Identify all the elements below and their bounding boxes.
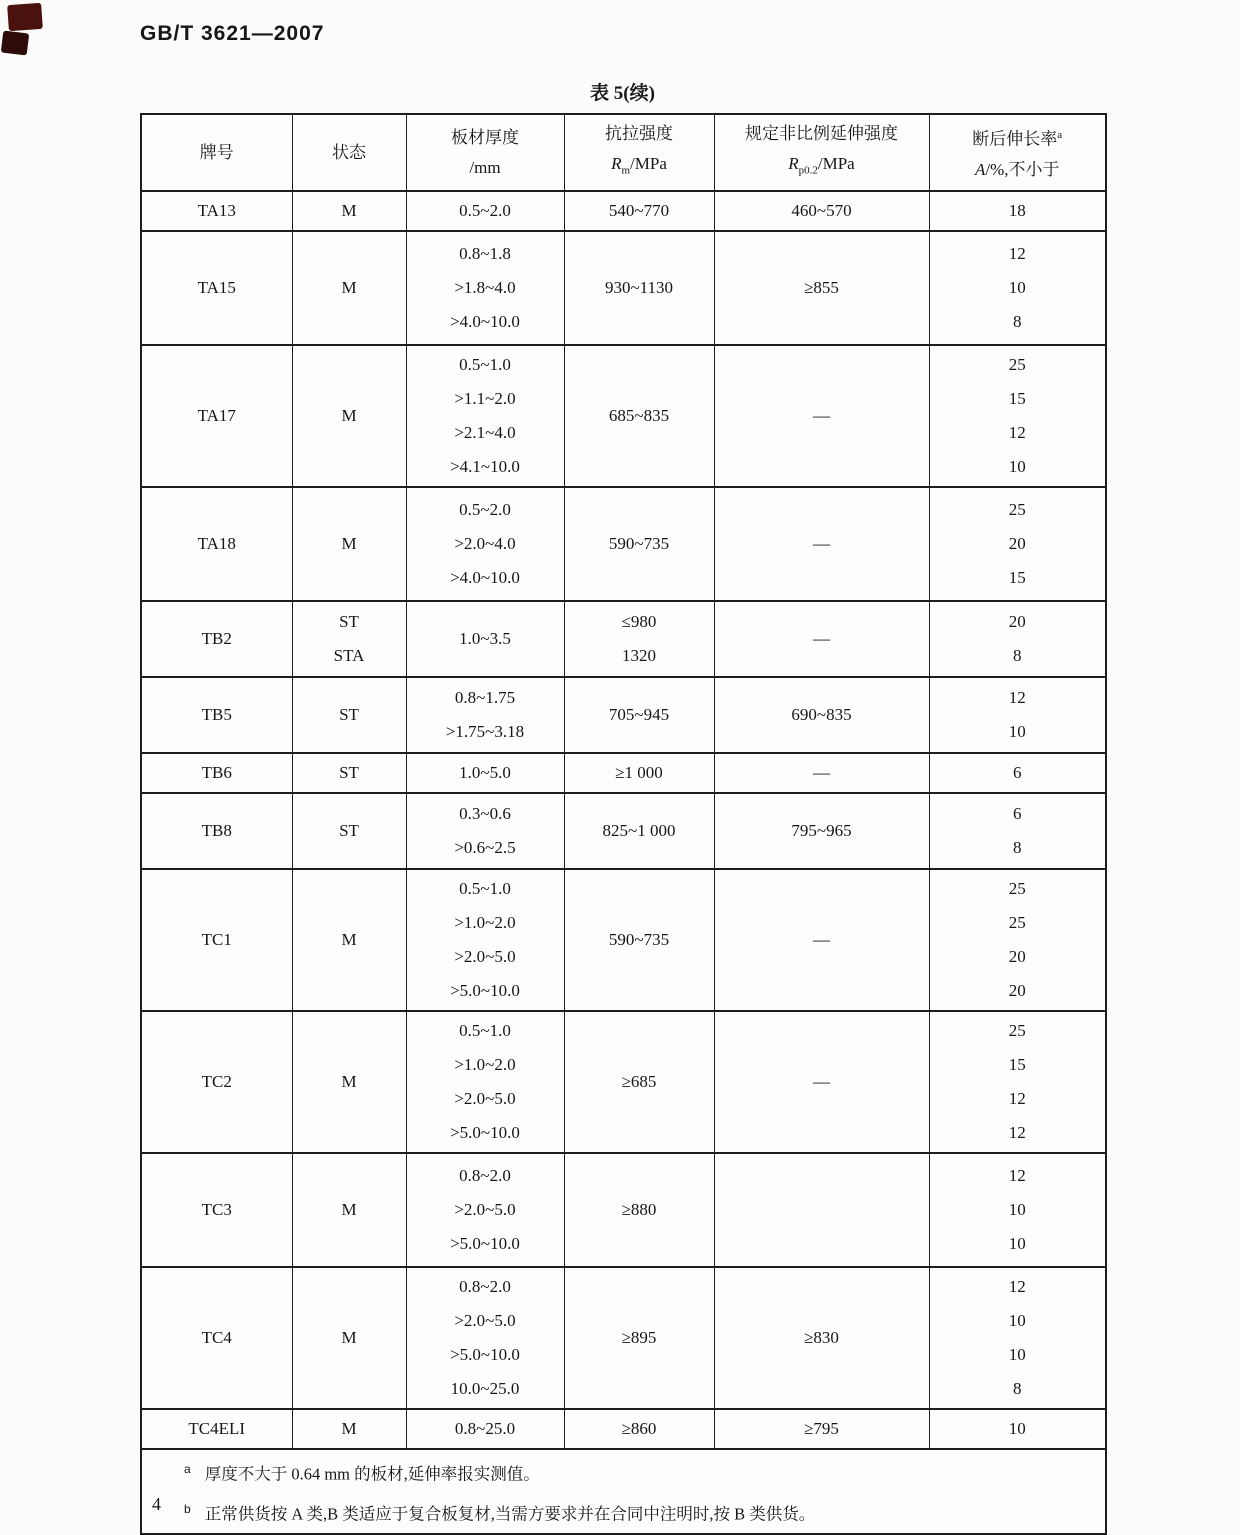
cell-line: — [813, 763, 830, 782]
cell-thickness [406, 677, 564, 753]
cell-line: STA [333, 646, 365, 665]
cell-line: M [341, 278, 357, 297]
cell-grade [141, 677, 292, 753]
cell-line: 0.8~2.0 [459, 1277, 511, 1296]
cell-line: 8 [1013, 1379, 1022, 1398]
cell-line: 1320 [622, 646, 656, 665]
cell-proof-strength [714, 753, 929, 793]
header-label: 断后伸长率$^a$ [972, 129, 1063, 149]
scan-artifact [7, 3, 43, 31]
cell-line: 0.3~0.6 [459, 804, 511, 823]
cell-line: 0.5~1.0 [459, 879, 511, 898]
cell-line: TB2 [201, 629, 232, 648]
cell-state [292, 753, 406, 793]
cell-thickness [406, 869, 564, 1011]
cell-thickness [406, 1011, 564, 1153]
cell-elongation [929, 1409, 1106, 1449]
cell-line: 12 [1008, 1277, 1026, 1296]
header-label: 抗拉强度 [605, 124, 673, 144]
cell-elongation [929, 1153, 1106, 1267]
cell-line: — [813, 1072, 830, 1091]
cell-line: 0.5~1.0 [459, 1021, 511, 1040]
cell-line: 1.0~3.5 [459, 629, 511, 648]
footnote-marker-a: a [184, 1462, 191, 1476]
cell-line: >5.0~10.0 [450, 981, 520, 1000]
cell-line: >2.1~4.0 [454, 423, 516, 442]
cell-proof-strength [714, 1409, 929, 1449]
cell-proof-strength [714, 191, 929, 231]
cell-elongation [929, 753, 1106, 793]
header-cell-state [292, 114, 406, 191]
cell-tensile-strength [564, 487, 714, 601]
cell-elongation [929, 191, 1106, 231]
cell-elongation [929, 601, 1106, 677]
cell-line: 590~735 [608, 534, 670, 553]
properties-table [140, 113, 1107, 1535]
table-footer [141, 1449, 1106, 1534]
cell-line: ≥895 [621, 1328, 657, 1347]
cell-line: 15 [1008, 568, 1026, 587]
cell-elongation [929, 1267, 1106, 1409]
cell-line: >4.0~10.0 [450, 568, 520, 587]
cell-line: 20 [1008, 947, 1026, 966]
cell-thickness [406, 1153, 564, 1267]
table-row [141, 869, 1106, 1011]
cell-line: 12 [1008, 244, 1026, 263]
cell-tensile-strength [564, 191, 714, 231]
cell-tensile-strength [564, 793, 714, 869]
cell-line: M [341, 534, 357, 553]
cell-line: 8 [1013, 312, 1022, 331]
header-row [141, 114, 1106, 191]
cell-line: 20 [1008, 612, 1026, 631]
cell-line: TC3 [201, 1200, 232, 1219]
cell-line: >1.1~2.0 [454, 389, 516, 408]
cell-line: ≥1 000 [615, 763, 663, 782]
table-row [141, 345, 1106, 487]
header-cell-tensile-strength [564, 114, 714, 191]
cell-line: TB6 [201, 763, 232, 782]
cell-line: ST [339, 763, 359, 782]
cell-line: 460~570 [791, 201, 852, 220]
cell-line: 1.0~5.0 [459, 763, 511, 782]
cell-line: 12 [1008, 1166, 1026, 1185]
cell-thickness [406, 231, 564, 345]
cell-line: >1.75~3.18 [445, 722, 525, 741]
cell-line: 10 [1008, 1311, 1026, 1330]
cell-grade [141, 869, 292, 1011]
table-title: 表 5(续) [590, 83, 655, 104]
cell-line: 685~835 [608, 406, 670, 425]
cell-line: 25 [1008, 500, 1026, 519]
header-symbol: A/%,不小于 [974, 159, 1060, 179]
cell-grade [141, 601, 292, 677]
cell-elongation [929, 793, 1106, 869]
table-row [141, 753, 1106, 793]
header-label: 板材厚度 [451, 127, 519, 147]
cell-line: >2.0~5.0 [454, 1200, 516, 1219]
header-cell-thickness [406, 114, 564, 191]
cell-proof-strength [714, 1011, 929, 1153]
table-row [141, 1267, 1106, 1409]
cell-line: 0.5~1.0 [459, 355, 511, 374]
table-row [141, 487, 1106, 601]
cell-line: 10 [1008, 722, 1026, 741]
cell-state [292, 191, 406, 231]
cell-line: >1.0~2.0 [454, 1055, 516, 1074]
cell-line: 10 [1008, 1200, 1026, 1219]
cell-state [292, 487, 406, 601]
cell-thickness [406, 793, 564, 869]
cell-line: >4.0~10.0 [450, 312, 520, 331]
cell-line: TA17 [197, 406, 236, 425]
cell-thickness [406, 1267, 564, 1409]
cell-line: 8 [1013, 646, 1022, 665]
cell-state [292, 793, 406, 869]
cell-state [292, 869, 406, 1011]
header-label: 状态 [332, 142, 366, 162]
cell-line: 20 [1008, 534, 1026, 553]
cell-state [292, 1153, 406, 1267]
header-symbol: $R_{p0.2}$/MPa [788, 154, 855, 177]
cell-proof-strength [714, 869, 929, 1011]
cell-grade [141, 753, 292, 793]
page-number: 4 [152, 1494, 161, 1514]
cell-line: TC2 [201, 1072, 232, 1091]
cell-line: 825~1 000 [602, 821, 676, 840]
cell-proof-strength [714, 345, 929, 487]
cell-line: 12 [1008, 688, 1026, 707]
cell-line: >2.0~4.0 [454, 534, 516, 553]
cell-line: 15 [1008, 1055, 1026, 1074]
cell-line: 12 [1008, 423, 1026, 442]
header-label: 规定非比例延伸强度 [745, 124, 898, 144]
cell-tensile-strength [564, 231, 714, 345]
cell-proof-strength [714, 231, 929, 345]
header-symbol: $R_m$/MPa [611, 154, 667, 177]
cell-line: ≥880 [621, 1200, 657, 1219]
cell-state [292, 1267, 406, 1409]
cell-thickness [406, 191, 564, 231]
cell-line: 10 [1008, 457, 1026, 476]
cell-state [292, 231, 406, 345]
cell-line: 12 [1008, 1089, 1026, 1108]
cell-line: 10 [1008, 1234, 1026, 1253]
cell-line: 12 [1008, 1123, 1026, 1142]
header-cell-grade [141, 114, 292, 191]
cell-proof-strength [714, 793, 929, 869]
cell-line: M [341, 1072, 357, 1091]
cell-line: ≥830 [804, 1328, 839, 1347]
header-unit: /mm [469, 157, 501, 177]
cell-line: TA15 [197, 278, 236, 297]
table-row [141, 793, 1106, 869]
cell-tensile-strength [564, 1267, 714, 1409]
cell-line: 930~1130 [604, 278, 674, 297]
footnote-row [141, 1449, 1106, 1534]
cell-line: — [813, 629, 830, 648]
cell-state [292, 345, 406, 487]
cell-line: >1.8~4.0 [454, 278, 516, 297]
header-cell-elongation [929, 114, 1106, 191]
cell-line: >4.1~10.0 [450, 457, 520, 476]
cell-state [292, 601, 406, 677]
cell-proof-strength [714, 1153, 929, 1267]
footnote-marker-b: b [184, 1501, 191, 1516]
footnote-text: 正常供货按 A 类,B 类适应于复合板复材,当需方要求并在合同中注明时,按 B 类供货。 [204, 1504, 816, 1523]
cell-line: TA18 [197, 534, 236, 553]
cell-proof-strength [714, 677, 929, 753]
cell-elongation [929, 345, 1106, 487]
cell-line: 10 [1008, 1345, 1026, 1364]
cell-grade [141, 1011, 292, 1153]
cell-thickness [406, 601, 564, 677]
cell-grade [141, 345, 292, 487]
footnotes-cell [141, 1449, 1106, 1534]
cell-line: 15 [1008, 389, 1026, 408]
cell-line: 795~965 [791, 821, 852, 840]
cell-thickness [406, 1409, 564, 1449]
cell-line: ST [339, 612, 359, 631]
cell-thickness [406, 487, 564, 601]
cell-tensile-strength [564, 677, 714, 753]
cell-line: 590~735 [608, 930, 670, 949]
table-row [141, 601, 1106, 677]
cell-tensile-strength [564, 753, 714, 793]
cell-line: >2.0~5.0 [454, 947, 516, 966]
cell-line: 0.8~1.75 [454, 688, 516, 707]
cell-tensile-strength [564, 1409, 714, 1449]
cell-elongation [929, 869, 1106, 1011]
footnote-a [184, 1452, 1101, 1492]
cell-line: ≥860 [621, 1419, 657, 1438]
table-row [141, 231, 1106, 345]
cell-line: 18 [1008, 201, 1026, 220]
cell-line: ST [339, 705, 359, 724]
cell-tensile-strength [564, 601, 714, 677]
cell-proof-strength [714, 1267, 929, 1409]
cell-line: 540~770 [608, 201, 670, 220]
cell-line: 0.8~25.0 [454, 1419, 516, 1438]
cell-line: 25 [1008, 1021, 1026, 1040]
cell-line: M [341, 1419, 357, 1438]
table-row [141, 677, 1106, 753]
cell-line: 10 [1008, 278, 1026, 297]
footnote-text: 厚度不大于 0.64 mm 的板材,延伸率报实测值。 [204, 1464, 540, 1484]
cell-line: 0.5~2.0 [459, 201, 511, 220]
cell-line: M [341, 1328, 357, 1347]
footnote-ref-a: a [1057, 129, 1063, 142]
cell-line: TC4ELI [188, 1419, 246, 1438]
cell-state [292, 1409, 406, 1449]
scan-artifact [1, 30, 29, 55]
cell-line: 0.5~2.0 [459, 500, 511, 519]
cell-tensile-strength [564, 869, 714, 1011]
table-row [141, 191, 1106, 231]
doc-number: GB/T 3621—2007 [140, 22, 325, 45]
cell-grade [141, 1153, 292, 1267]
cell-tensile-strength [564, 1011, 714, 1153]
cell-line: >1.0~2.0 [454, 913, 516, 932]
cell-state [292, 1011, 406, 1153]
cell-elongation [929, 487, 1106, 601]
header-label: 牌号 [199, 142, 234, 162]
cell-elongation [929, 1011, 1106, 1153]
table-header [141, 114, 1106, 191]
table-row [141, 1153, 1106, 1267]
cell-line: 0.8~2.0 [459, 1166, 511, 1185]
cell-tensile-strength [564, 345, 714, 487]
cell-line: 10 [1008, 1419, 1026, 1438]
cell-line: TB8 [201, 821, 232, 840]
cell-proof-strength [714, 601, 929, 677]
cell-grade [141, 793, 292, 869]
cell-line: M [341, 201, 357, 220]
cell-elongation [929, 677, 1106, 753]
cell-line: ≤980 [621, 612, 657, 631]
cell-line: 20 [1008, 981, 1026, 1000]
cell-line: TC4 [201, 1328, 232, 1347]
cell-line: — [813, 930, 830, 949]
cell-line: 690~835 [791, 705, 852, 724]
cell-line: ST [339, 821, 359, 840]
cell-line: >5.0~10.0 [450, 1234, 520, 1253]
cell-line: ≥795 [804, 1419, 839, 1438]
cell-grade [141, 191, 292, 231]
cell-line: 8 [1013, 838, 1022, 857]
cell-line: — [813, 534, 830, 553]
cell-line: 25 [1008, 913, 1026, 932]
cell-line: 6 [1013, 804, 1022, 823]
cell-line: 25 [1008, 879, 1026, 898]
cell-proof-strength [714, 487, 929, 601]
cell-line: ≥685 [621, 1072, 657, 1091]
cell-line: >0.6~2.5 [454, 838, 516, 857]
cell-line: >2.0~5.0 [454, 1089, 516, 1108]
table-body [141, 191, 1106, 1449]
cell-line: TA13 [197, 201, 236, 220]
cell-line: 10.0~25.0 [450, 1379, 520, 1398]
cell-grade [141, 231, 292, 345]
cell-line: 705~945 [608, 705, 670, 724]
cell-line: TC1 [201, 930, 232, 949]
cell-elongation [929, 231, 1106, 345]
cell-state [292, 677, 406, 753]
cell-line: 25 [1008, 355, 1026, 374]
cell-line: TB5 [201, 705, 232, 724]
cell-grade [141, 1409, 292, 1449]
cell-line: M [341, 930, 357, 949]
cell-line: ≥855 [804, 278, 839, 297]
header-cell-proof-strength [714, 114, 929, 191]
cell-line: M [341, 406, 357, 425]
cell-grade [141, 1267, 292, 1409]
cell-line: 0.8~1.8 [459, 244, 511, 263]
cell-line: — [813, 406, 830, 425]
cell-line: >5.0~10.0 [450, 1123, 520, 1142]
cell-line: M [341, 1200, 357, 1219]
table-row [141, 1409, 1106, 1449]
cell-grade [141, 487, 292, 601]
cell-thickness [406, 753, 564, 793]
cell-tensile-strength [564, 1153, 714, 1267]
table-row [141, 1011, 1106, 1153]
cell-line: 6 [1013, 763, 1022, 782]
cell-line: >2.0~5.0 [454, 1311, 516, 1330]
cell-thickness [406, 345, 564, 487]
cell-line: >5.0~10.0 [450, 1345, 520, 1364]
footnote-b [184, 1492, 1101, 1532]
